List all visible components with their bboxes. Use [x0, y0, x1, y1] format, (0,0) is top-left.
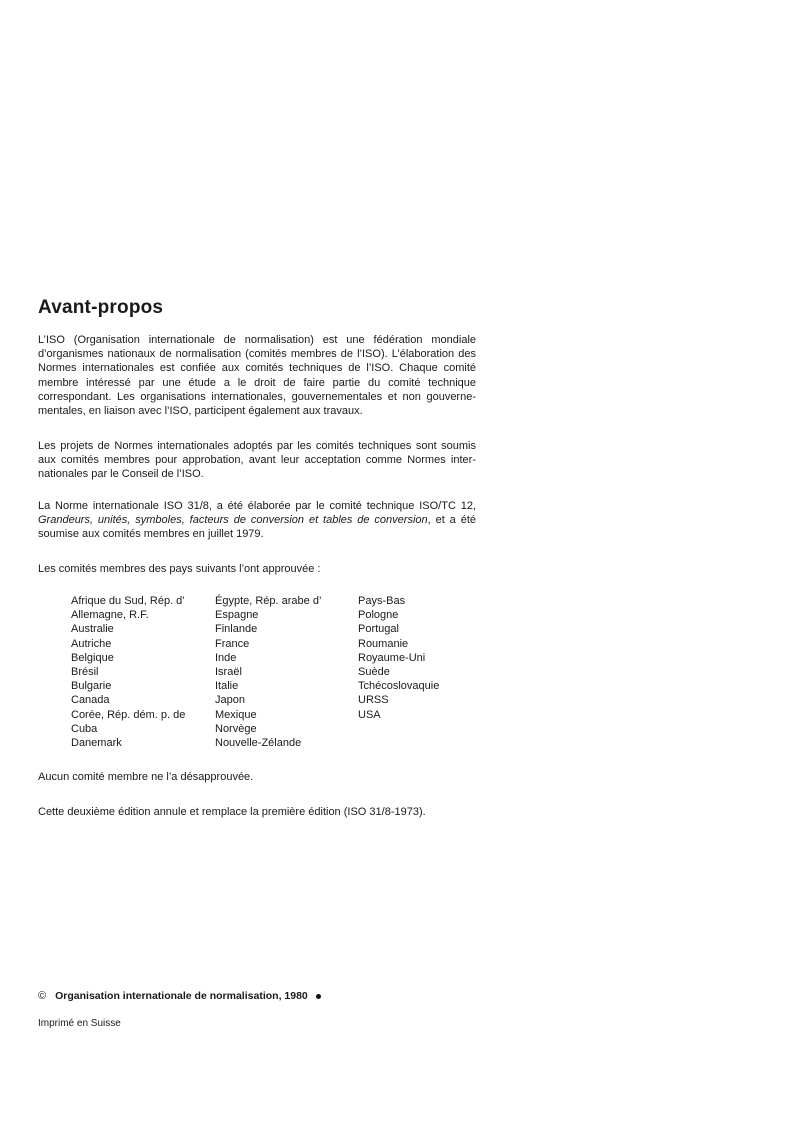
list-item: Bulgarie [71, 680, 112, 693]
list-item: Égypte, Rép. arabe d’ [215, 595, 322, 607]
page-title: Avant-propos [38, 297, 164, 318]
list-item: Cuba [71, 722, 98, 735]
paragraph-standard-origin [38, 499, 476, 542]
list-item: France [215, 637, 250, 650]
printed-in: Imprimé en Suisse [38, 1018, 121, 1029]
paragraph-approval-intro: Les comités membres des pays suivants l’ont approuvée : [38, 563, 321, 575]
standard-origin-prefix: La Norme internationale ISO 31/8, a été élaborée par le comité technique ISO/TC 12, [38, 500, 476, 512]
list-item: Norvège [215, 722, 257, 735]
country-list [71, 594, 488, 750]
list-item: Corée, Rép. dém. p. de [71, 708, 186, 721]
list-item: Finlande [215, 623, 258, 636]
list-item: Royaume-Uni [358, 651, 426, 664]
list-item: Inde [215, 651, 237, 664]
paragraph-iso-intro: L’ISO (Organisation internationale de normalisation) est une fédération mondiale d’organismes nationaux de normalisation (comités membres de l’ISO). L’élaboration des Normes internationales est confiée aux comités techniques de l’ISO. Chaque comité membre intéressé par une étude a le droit de faire partie du comité technique correspondant. Les organisations internationales, gouvernementales et non gouverne-mentales, en liaison avec l’ISO, participent également aux travaux. [38, 334, 476, 418]
list-item: Mexique [215, 708, 257, 721]
committee-title: Grandeurs, unités, symboles, facteurs de conversion et tables de conversion [38, 514, 428, 527]
list-item: Canada [71, 694, 110, 707]
list-item: Autriche [71, 637, 112, 650]
copyright-icon: © [38, 990, 47, 1002]
list-item: Afrique du Sud, Rép. d’ [71, 595, 185, 607]
list-item: Japon [215, 694, 245, 707]
copyright-organisation: Organisation internationale de normalisation, 1980 [55, 990, 308, 1002]
list-item: Roumanie [358, 637, 409, 650]
list-item: Allemagne, R.F. [71, 609, 149, 622]
list-item: Danemark [71, 737, 122, 750]
list-item: Nouvelle-Zélande [215, 737, 302, 750]
list-item: Israël [215, 666, 242, 679]
list-item: Italie [215, 680, 239, 693]
list-item: Pays-Bas [358, 595, 406, 607]
list-item: Brésil [71, 666, 99, 679]
standard-origin-suffix: , et a été soumise aux comités membres en juillet 1979. [38, 514, 476, 541]
paragraph-edition-note: Cette deuxième édition annule et remplace la première édition (ISO 31/8-1973). [38, 806, 426, 818]
list-item: Belgique [71, 651, 114, 664]
bullet-dot-icon [316, 994, 321, 999]
country-column-1 [71, 594, 215, 750]
list-item: Suède [358, 666, 390, 679]
country-column-3 [358, 594, 488, 750]
paragraph-draft-approval: Les projets de Normes internationales adoptés par les comités techniques sont soumis aux comités membres pour approbation, avant leur acceptation comme Normes inter-nationales par le Conseil de l’ISO. [38, 440, 476, 481]
list-item: URSS [358, 694, 389, 707]
country-column-2 [215, 594, 358, 750]
list-item: Australie [71, 623, 114, 636]
list-item: Pologne [358, 609, 399, 622]
copyright-line [38, 990, 321, 1002]
list-item: Tchécoslovaquie [358, 680, 440, 693]
list-item: Portugal [358, 623, 399, 636]
paragraph-no-disapproval: Aucun comité membre ne l’a désapprouvée. [38, 771, 254, 783]
list-item: USA [358, 708, 381, 721]
list-item: Espagne [215, 609, 259, 622]
